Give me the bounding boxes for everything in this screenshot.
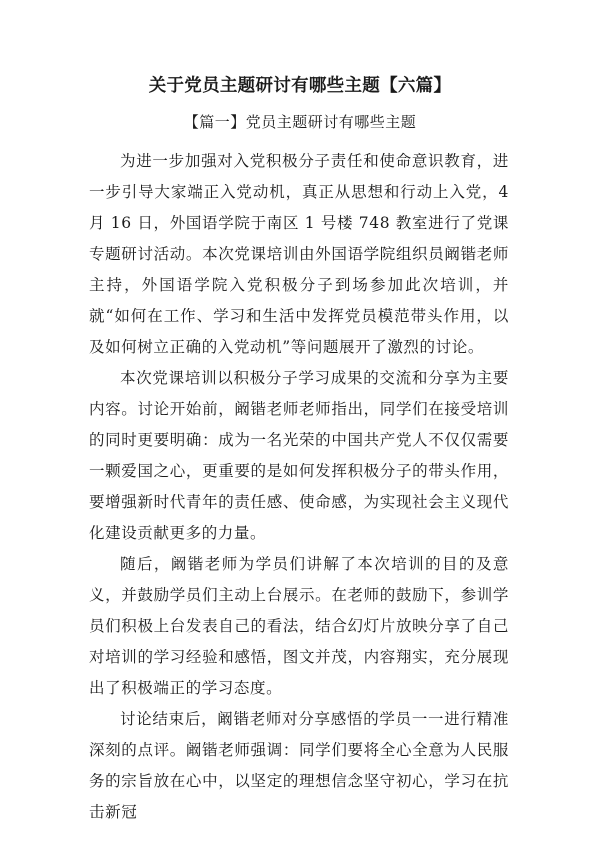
document-body [89,146,509,828]
document-title: 关于党员主题研讨有哪些主题【六篇】 [148,76,452,96]
document-subtitle: 【篇一】党员主题研讨有哪些主题 [183,113,417,131]
paragraph-1: 为进一步加强对入党积极分子责任和使命意识教育，进一步引导大家端正入党动机，真正从思想和行动上入党，4 月 16 日，外国语学院于南区 1 号楼 748 教室进行了党课专题研讨活动。本次党课培训由外国语学院组织员阚锴老师主持，外国语学院入党积极分子到场参加此次培训，并就“如何在工作、学习和生活中发挥党员模范带头作用，以及如何树立正确的入党动机”等问题展开了激烈的讨论。 [89,152,509,356]
paragraph-4: 讨论结束后，阚锴老师对分享感悟的学员一一进行精准深刻的点评。阚锴老师强调：同学们要将全心全意为人民服务的宗旨放在心中，以坚定的理想信念坚守初心，学习在抗击新冠 [89,710,509,821]
paragraph-3: 随后，阚锴老师为学员们讲解了本次培训的目的及意义，并鼓励学员们主动上台展示。在老师的鼓励下，参训学员们积极上台发表自己的看法，结合幻灯片放映分享了自己对培训的学习经验和感悟，图文并茂，内容翔实，充分展现出了积极端正的学习态度。 [89,555,509,697]
paragraph-2: 本次党课培训以积极分子学习成果的交流和分享为主要内容。讨论开始前，阚锴老师老师指出，同学们在接受培训的同时更要明确：成为一名光荣的中国共产党人不仅仅需要一颗爱国之心，更重要的是如何发挥积极分子的带头作用，要增强新时代青年的责任感、使命感，为实现社会主义现代化建设贡献更多的力量。 [89,369,509,542]
